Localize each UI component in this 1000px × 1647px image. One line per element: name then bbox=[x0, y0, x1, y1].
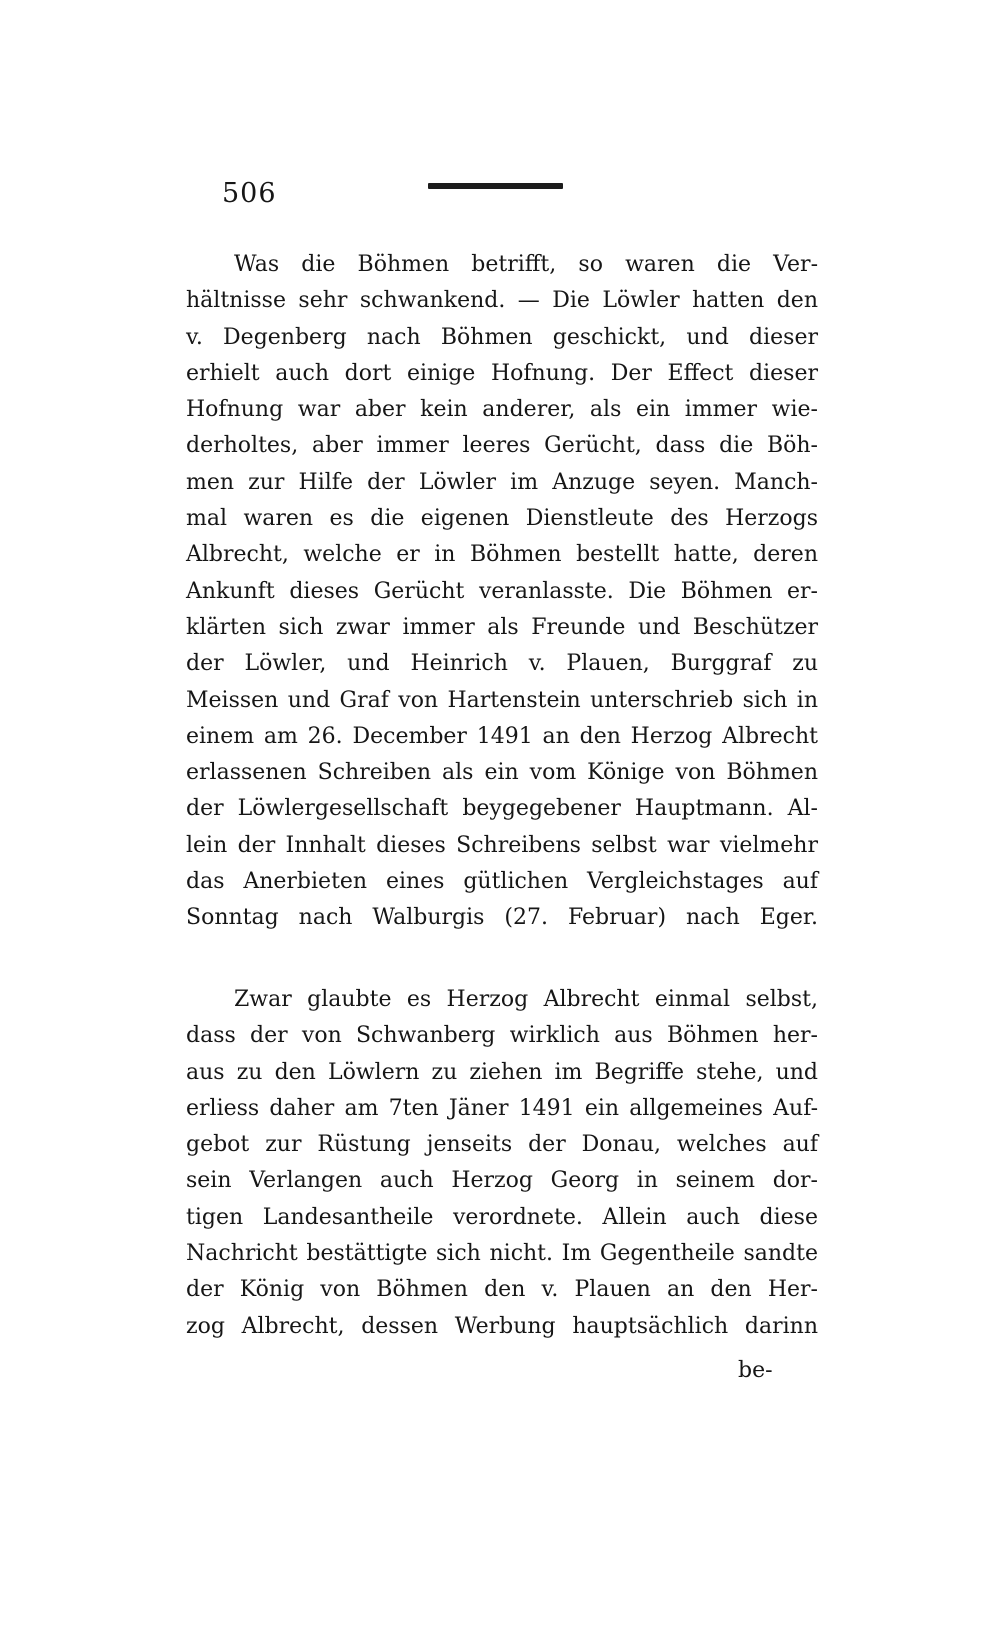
text-line: das Anerbieten eines gütlichen Vergleichstages auf bbox=[186, 869, 818, 895]
text-line: erlassenen Schreiben als ein vom Könige von Böhmen bbox=[186, 760, 818, 786]
text-line: sein Verlangen auch Herzog Georg in seinem dor- bbox=[186, 1168, 818, 1194]
text-line: hältnisse sehr schwankend. — Die Löwler hatten den bbox=[186, 288, 818, 314]
text-line: einem am 26. December 1491 an den Herzog Albrecht bbox=[186, 723, 818, 749]
text-line: zog Albrecht, dessen Werbung hauptsächlich darinn bbox=[186, 1313, 818, 1339]
text-line: Meissen und Graf von Hartenstein unterschrieb sich in bbox=[186, 687, 818, 713]
text-line: dass der von Schwanberg wirklich aus Böhmen her- bbox=[186, 1023, 818, 1049]
text-line: Ankunft dieses Gerücht veranlasste. Die Böhmen er- bbox=[186, 578, 818, 604]
text-line: gebot zur Rüstung jenseits der Donau, welches auf bbox=[186, 1132, 818, 1158]
text-line: Hofnung war aber kein anderer, als ein immer wie- bbox=[186, 397, 818, 423]
catchword: be- bbox=[738, 1358, 773, 1383]
paragraph-2 bbox=[186, 982, 818, 1345]
header-rule bbox=[428, 183, 563, 189]
text-line: klärten sich zwar immer als Freunde und Beschützer bbox=[186, 614, 818, 640]
text-line: erliess daher am 7ten Jäner 1491 ein allgemeines Auf- bbox=[186, 1095, 818, 1121]
paragraph-1 bbox=[186, 247, 818, 937]
text-line: mal waren es die eigenen Dienstleute des Herzogs bbox=[186, 506, 818, 532]
page-number: 506 bbox=[222, 178, 277, 209]
text-line: aus zu den Löwlern zu ziehen im Begriffe stehe, und bbox=[186, 1059, 818, 1085]
text-line: Was die Böhmen betrifft, so waren die Ver- bbox=[234, 252, 818, 277]
text-line: tigen Landesantheile verordnete. Allein auch diese bbox=[186, 1204, 818, 1230]
text-line: der Löwlergesellschaft beygegebener Hauptmann. Al- bbox=[186, 796, 818, 822]
text-line: Zwar glaubte es Herzog Albrecht einmal selbst, bbox=[234, 987, 818, 1012]
text-line: Albrecht, welche er in Böhmen bestellt hatte, deren bbox=[186, 542, 818, 568]
text-line: der König von Böhmen den v. Plauen an den Her- bbox=[186, 1277, 818, 1303]
text-line: Sonntag nach Walburgis (27. Februar) nach Eger. bbox=[186, 905, 818, 931]
text-line: derholtes, aber immer leeres Gerücht, dass die Böh- bbox=[186, 433, 818, 459]
text-line: der Löwler, und Heinrich v. Plauen, Burggraf zu bbox=[186, 651, 818, 677]
text-line: Nachricht bestättigte sich nicht. Im Gegentheile sandte bbox=[186, 1241, 818, 1267]
text-line: men zur Hilfe der Löwler im Anzuge seyen. Manch- bbox=[186, 469, 818, 495]
text-line: lein der Innhalt dieses Schreibens selbst war vielmehr bbox=[186, 832, 818, 858]
text-line: erhielt auch dort einige Hofnung. Der Effect dieser bbox=[186, 360, 818, 386]
text-line: v. Degenberg nach Böhmen geschickt, und dieser bbox=[186, 324, 818, 350]
